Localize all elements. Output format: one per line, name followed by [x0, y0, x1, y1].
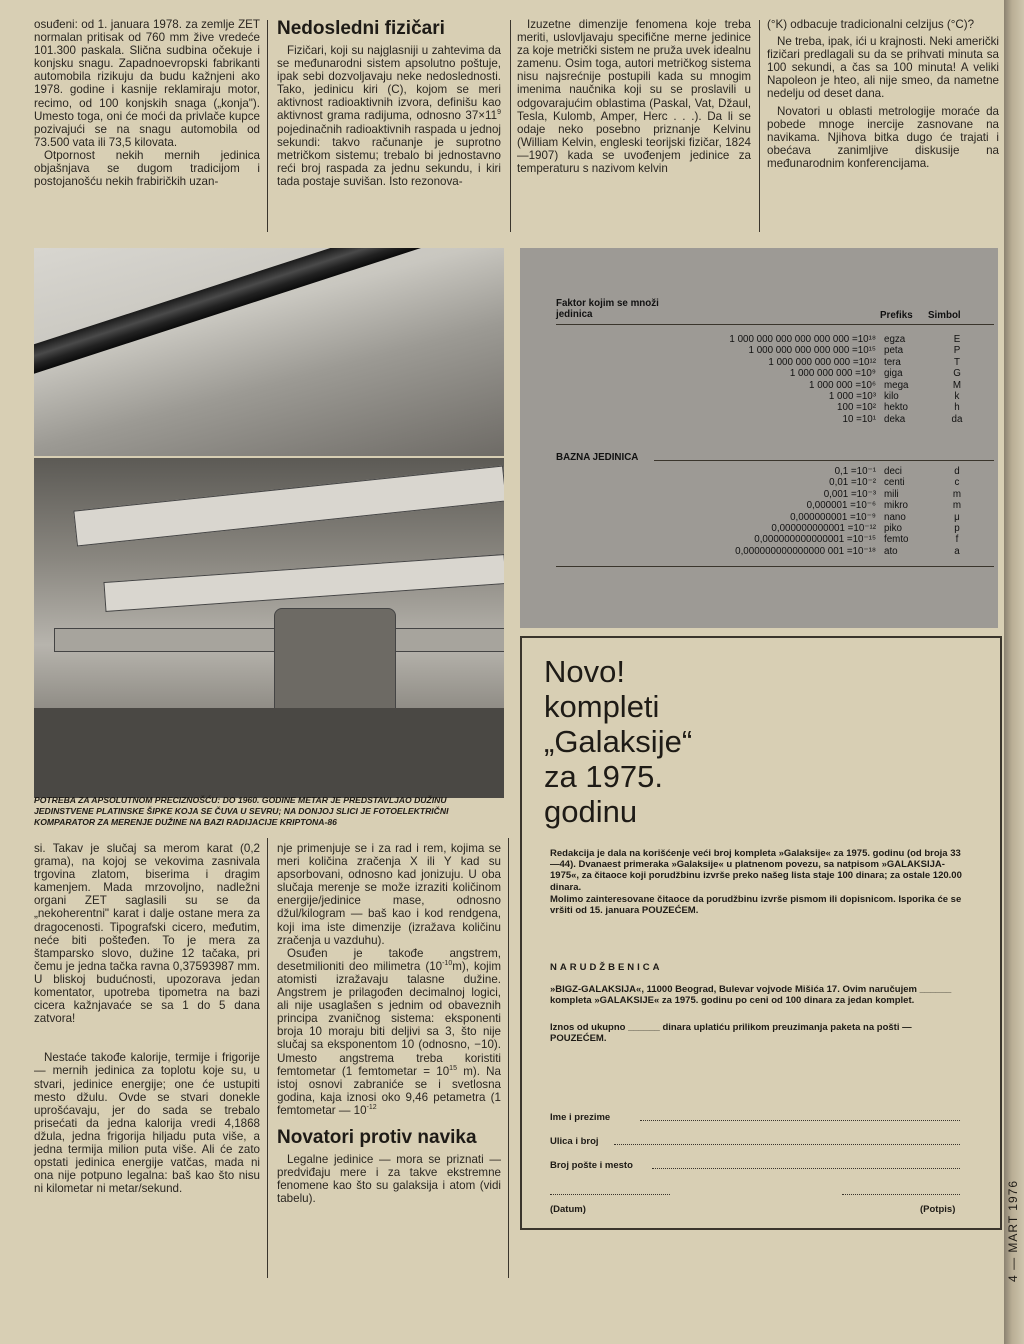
paragraph: Izuzetne dimenzije fenomena koje treba meriti, uslovljavaju specifične merne jedinice za koje metrički sistem ne pruža uvek idealnu zamenu. Osim toga, autori metričkog sistema nisu najsrećnije postupili kada su mnogim imenima naučnika koji su se proslavili u odgovarajućim oblastima (Paskal, Vat, Džaul, Tesla, Kulomb, Amper, Herc . . .). Da li se odaje neko posebno priznanje Kelvinu (William Kelvin, engleski teorijski fizičar, 1824—1907) kada se uvođenjem jedinice za temperaturu s nazivom kelvin [517, 18, 751, 176]
article-column-3 [517, 18, 751, 175]
prefix-cell: tera [884, 356, 901, 368]
prefix-cell: deka [884, 413, 906, 425]
column-rule [508, 838, 509, 1278]
text-run: Fizičari, koji su najglasniji u zahtevima da se međunarodni sistem apsolutno poštuje, ipak sebi dozvoljavaju neke nedoslednosti. Tako, jedinicu kiri (C), kojom se meri aktivnost radioaktivnih izvora, definišu kao aktivnost grama radijuma, odnosno 37×11 [277, 44, 501, 123]
prefix-cell: mega [884, 379, 909, 391]
table-header-prefix: Prefiks [880, 310, 913, 321]
prefix-cell: peta [884, 345, 904, 357]
factor-cell: 10 =10¹ [842, 413, 876, 425]
factor-cell: 1 000 =10³ [828, 391, 876, 403]
order-text: »BIGZ-GALAKSIJA«, 11000 Beograd, Bulevar vojvode Mišića 17. Ovim naručujem ______ kompleta »GALAKSIJE« za 1975. godinu po ceni od 100 dinara za jedan komplet. [550, 984, 952, 1007]
subscription-ad [520, 636, 1002, 1230]
street-field[interactable] [614, 1144, 960, 1145]
order-form-title: NARUDŽBENICA [550, 962, 663, 973]
machine-part [34, 708, 504, 798]
date-label: (Datum) [550, 1204, 586, 1215]
table-row [700, 380, 982, 391]
paragraph: (°K) odbacuje tradicionalni celzijus (°C)? [767, 18, 975, 31]
exponent: 9 [497, 109, 501, 117]
symbol-cell: c [954, 477, 960, 489]
symbol-cell: E [953, 334, 961, 345]
symbol-cell: da [951, 413, 963, 425]
table-row [700, 402, 982, 413]
paragraph: si. Takav je slučaj sa merom karat (0,2 grama), na kojoj se vekovima zasnivala trgovina zlatom, biserima i dragim kamenjem. Mada mrzovoljno, nadležni organi ZET saglasili su se da „nekoherentni" karat i dalje ostane mera za dragocenosti. Tipografski cicero, međutim, neće biti pošteđen. To je mera za štamparsko slovo, dužine 12 tačaka, pri čemu je jedna tačka ravna 0,37593987 mm. U bliskoj budućnosti, upozorava jedan komentator, upotreba tipometra na bazi cicera kažnjavaće se sa 1 do 5 dana zatvora! [34, 842, 260, 1026]
table-rule [556, 324, 994, 325]
section-heading: Nedosledni fizičari [277, 18, 445, 39]
prefix-cell: hekto [884, 402, 908, 414]
prefix-cell: egza [884, 334, 906, 345]
table-row [700, 466, 982, 477]
text-run: pojedinačnih radioaktivnih raspada u jednoj sekundi: takvo računanje je suprotno metričkom sistemu; trebalo bi jednostavno reći broj raspada za jednu sekundu, i kiri tada postaje suvišan. Isto rezonova- [277, 122, 501, 188]
table-row [700, 391, 982, 402]
table-rule [654, 460, 994, 461]
factor-cell: 1 000 000 000 000 =10¹² [768, 356, 876, 368]
prefix-cell: giga [884, 368, 903, 380]
name-field[interactable] [640, 1120, 960, 1121]
table-row [700, 523, 982, 534]
post-field[interactable] [652, 1168, 960, 1169]
symbol-cell: a [954, 545, 960, 557]
signature-field[interactable] [842, 1194, 960, 1195]
section-heading: Novatori protiv navika [277, 1126, 477, 1148]
factor-cell: 0,01 =10⁻² [829, 477, 876, 489]
article-column-4 [767, 18, 999, 170]
table-row [700, 500, 982, 511]
column-rule [759, 20, 760, 232]
factor-cell: 100 =10² [837, 402, 876, 414]
factor-cell: 0,000001 =10⁻⁶ [806, 500, 876, 512]
ad-title-line: kompleti [544, 689, 660, 724]
post-field-label: Broj pošte i mesto [550, 1160, 633, 1171]
paragraph: Ne treba, ipak, ići u krajnosti. Neki američki fizičari predlagali su da se prihvati minuta sa 100 sekundi, a čas sa 100 minuta! A veliki Napoleon je hteo, ali nije smeo, da nametne nedelju od deset dana. [767, 35, 999, 101]
symbol-cell: m [952, 488, 962, 500]
street-field-label: Ulica i broj [550, 1136, 599, 1147]
column-rule [267, 20, 268, 232]
ad-body: Redakcija je dala na korišćenje veći broj kompleta »Galaksije« za 1975. godinu (od broja 33—44). Dvanaest primeraka »Galaksije« u platnenom povezu, sa natpisom »GALAKSIJA-1975«, za čitaoce koji porudžbinu izvrše preko našeg lista staje 100 dinara; za ostale 120.00 dinara. [550, 848, 962, 893]
table-upper-rows [700, 334, 982, 425]
issue-marker: 4 — MART 1976 [1006, 1180, 1020, 1282]
prefix-cell: mili [884, 488, 899, 500]
paragraph [277, 44, 501, 188]
paragraph: Nestaće takođe kalorije, termije i frigorije — mernih jedinica za toplotu koje su, u stvari, jedinice energije; one će ustupiti mesto džulu. Ovde se stvari donekle uprošćavaju, jer do sada se trebalo prisećati da jedna kalorija vredi 4,1868 džula, jedna frigorija hiljadu puta više, a jedna termija milion puta više. Ali će zato opstati jedinica energije vatčas, mada ni ona nije potpuno legalna: baš kao što nisu ni kilometar ni metar/sekund. [34, 1051, 260, 1196]
symbol-cell: P [953, 345, 961, 357]
table-lower-rows [700, 466, 982, 557]
table-row [700, 534, 982, 545]
ad-title [544, 654, 692, 829]
table-row [700, 512, 982, 523]
prefix-cell: deci [884, 466, 902, 477]
column-rule [267, 838, 268, 1278]
table-row [700, 477, 982, 488]
machine-part [73, 466, 504, 547]
text-run: Osuđen je takođe angstrem, desetmilioniti deo milimetra (10 [277, 946, 501, 973]
paragraph: Legalne jedinice — mora se priznati — predviđaju mere i za takve ekstremne fenomene kao što su galaksija i atom (vidi tabelu). [277, 1152, 501, 1206]
prefix-cell: femto [884, 534, 909, 546]
base-unit-label: BAZNA JEDINICA [556, 452, 639, 463]
column-rule [510, 20, 511, 232]
symbol-cell: k [954, 391, 960, 403]
comparator-photo [34, 458, 504, 798]
prefix-cell: ato [884, 545, 898, 557]
ad-title-line: za 1975. [544, 759, 663, 794]
article-column-2-bottom [277, 842, 501, 1205]
exponent: -12 [366, 1104, 377, 1112]
symbol-cell: μ [954, 511, 960, 523]
prefix-cell: nano [884, 511, 906, 523]
factor-cell: 0,000000000000001 =10⁻¹⁵ [754, 534, 876, 546]
table-row [700, 546, 982, 557]
table-row [700, 368, 982, 379]
symbol-cell: G [953, 368, 961, 380]
factor-cell: 0,001 =10⁻³ [823, 488, 876, 500]
prefix-cell: piko [884, 523, 902, 535]
symbol-cell: f [955, 534, 959, 546]
article-column-1 [34, 18, 260, 188]
exponent: -10 [442, 959, 453, 967]
factor-cell: 0,000000000000000 001 =10⁻¹⁸ [735, 545, 876, 557]
factor-cell: 1 000 000 000 000 000 =10¹⁵ [748, 345, 876, 357]
paragraph: Novatori u oblasti metrologije moraće da pobede mnoge inercije zasnovane na navikama. Njihova bitka dugo će trajati i obećava zanimljive diskusije na međunarodnim konferencijama. [767, 104, 999, 170]
text-run: m), kojim atomisti izražavaju talasne dužine. Angstrem je prilagođen decimalnoj logici, ali nije usaglašen s jednim od obaveznih principa zvaničnog sistema: eksponenti broja 10 moraju biti deljivi sa 3, što nije slučaj sa eksponentom 10 (odnosno, −10). Umesto angstrema treba koristiti femtometar (1 femtometar = 10 [277, 959, 501, 1078]
text-run: m). Na istoj osnovi zabraniće se i svetlosna godina, kaja iznosi oko 9,46 petametra (1 femtometar — 10 [277, 1064, 501, 1117]
table-row [700, 489, 982, 500]
ad-title-line: godinu [544, 794, 638, 829]
factor-cell: 0,000000001 =10⁻⁹ [790, 511, 876, 523]
prefix-cell: centi [884, 477, 905, 489]
table-header-factor: Faktor kojim se množi jedinica [556, 298, 659, 321]
symbol-cell: T [954, 356, 960, 368]
ad-title-line: Novo! [544, 654, 625, 689]
table-row [700, 357, 982, 368]
si-prefix-table [520, 248, 998, 628]
article-column-1-bottom [34, 842, 260, 1195]
order-text: Iznos od ukupno ______ dinara uplatiću prilikom preuzimanja paketa na pošti — POUZEĆEM. [550, 1022, 912, 1045]
paragraph [277, 947, 501, 1117]
paragraph: Otpornost nekih mernih jedinica objašnjava se dugom tradicijom i postojanošću nekih frabiričkih uzan- [34, 148, 260, 189]
table-row [700, 414, 982, 425]
date-field[interactable] [550, 1194, 670, 1195]
article-column-2 [277, 18, 501, 188]
symbol-cell: m [952, 500, 962, 512]
factor-cell: 1 000 000 000 =10⁹ [789, 368, 876, 380]
prefix-cell: mikro [884, 500, 908, 512]
table-header-symbol: Simbol [928, 310, 961, 321]
signature-label: (Potpis) [920, 1204, 956, 1215]
symbol-cell: p [954, 523, 960, 535]
symbol-cell: M [952, 379, 962, 391]
machine-part [103, 554, 504, 612]
table-row [700, 345, 982, 356]
symbol-cell: d [954, 466, 960, 477]
name-field-label: Ime i prezime [550, 1112, 611, 1123]
photo-caption: POTREBA ZA APSOLUTNOM PRECIZNOŠĆU: DO 1960. GODINE METAR JE PREDSTAVLJAO DUŽINU JEDINSTVENE PLATINSKE ŠIPKE KOJA SE ČUVA U SEVRU; NA DONJOJ SLICI JE FOTOELEKTRIČNI KOMPARATOR ZA MERENJE DUŽINE NA BAZI RADIJACIJE KRIPTONA-86 [34, 795, 449, 827]
ad-title-line: „Galaksije“ [544, 724, 693, 759]
factor-cell: 1 000 000 000 000 000 000 =10¹⁸ [729, 334, 876, 345]
exponent: 15 [449, 1064, 457, 1072]
prefix-cell: kilo [884, 391, 899, 403]
paragraph: osuđeni: od 1. januara 1978. za zemlje ZET normalan pritisak od 760 mm žive vredeće 101.300 paskala. Slična sudbina očekuje i konjsku snagu. Zapadnoevropski fabrikanti automobila rizikuju da budu kažnjeni ako 1978. godine i kasnije reklamiraju motor, recimo, od 100 konjskih snaga („konja"). Umesto toga, oni će moći da privlače kupce pozivajući se na snagu automobila od 73.500 vata ili 73,5 kilovata. [34, 18, 260, 149]
page-spine [1004, 0, 1024, 1344]
ad-body: Molimo zainteresovane čitaoce da porudžbinu izvrše pismom ili dopisnicom. Isporika će se vršiti od 15. januara POUZEĆEM. [550, 894, 962, 917]
platinum-rod [34, 248, 504, 385]
table-row [700, 334, 982, 345]
symbol-cell: h [954, 402, 960, 414]
table-rule [556, 566, 994, 567]
platinum-rod-photo [34, 248, 504, 456]
factor-cell: 0,000000000001 =10⁻¹² [771, 523, 876, 535]
factor-cell: 0,1 =10⁻¹ [834, 466, 876, 477]
factor-cell: 1 000 000 =10⁶ [809, 379, 876, 391]
paragraph: nje primenjuje se i za rad i rem, kojima se meri količina zračenja X ili Y kad su apsorbovani, odnosno kad jonizuju. U oba slučaja merenje se može izraziti količinom energije/jedinice mase, odnosno džul/kilogram — baš kao i kod rendgena, koji ima iste dimenzije (izražava količinu zračenja u vazduhu). [277, 842, 501, 947]
